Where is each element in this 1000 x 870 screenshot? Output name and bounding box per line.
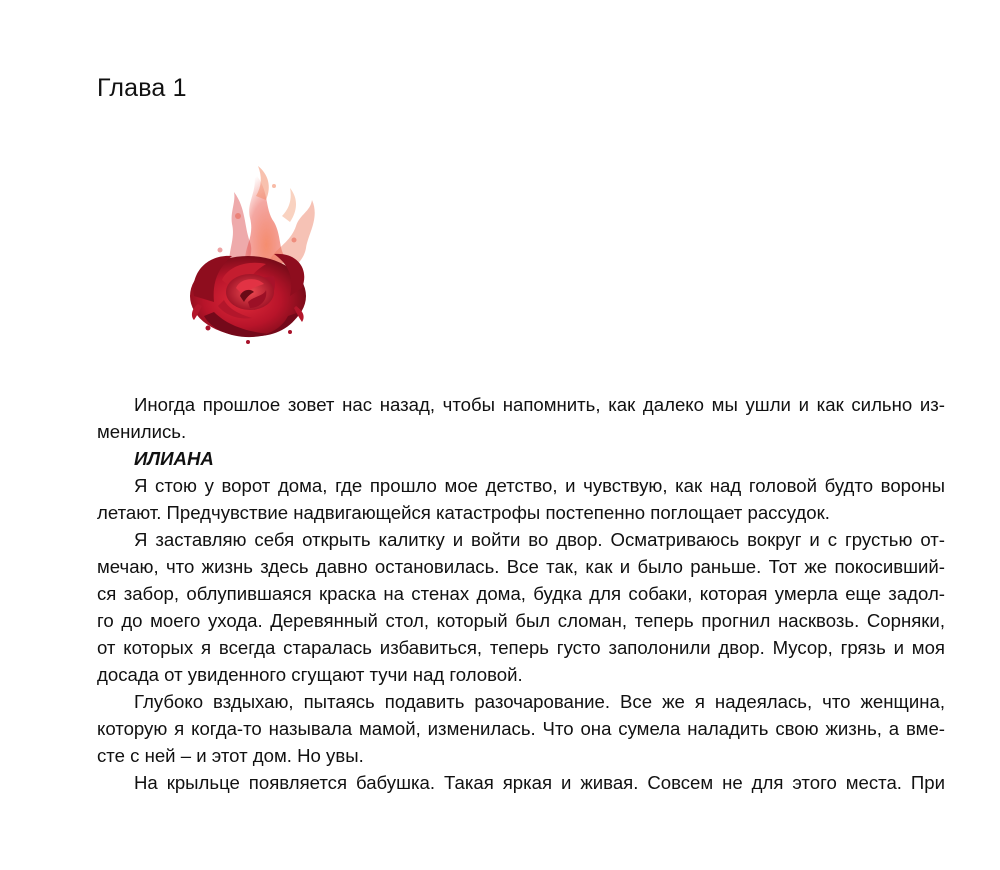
- red-rose-icon: [178, 156, 338, 346]
- paragraph-line: досада от увиденного сгущают тучи над головой.: [97, 664, 523, 685]
- paragraph-line: На крыльце появляется бабушка. Такая яркая и живая. Совсем не для этого места. При: [134, 772, 945, 793]
- paragraph-line: Я стою у ворот дома, где прошло мое детство, и чувствую, как над головой будто вороны: [134, 475, 945, 496]
- chapter-body: [97, 391, 945, 796]
- paragraph-line: го до моего ухода. Деревянный стол, который был сломан, теперь прогнил насквозь. Сорняки,: [97, 610, 945, 631]
- paragraph-line: менились.: [97, 421, 187, 442]
- paragraph-line: которую я когда-то называла мамой, изменилась. Что она сумела наладить свою жизнь, а вме-: [97, 718, 945, 739]
- paragraph-line: Иногда прошлое зовет нас назад, чтобы напомнить, как далеко мы ушли и как сильно из-: [134, 394, 945, 415]
- character-name-heading: ИЛИАНА: [134, 448, 214, 469]
- paragraph-line: сте с ней – и этот дом. Но увы.: [97, 745, 364, 766]
- paragraph-line: ся забор, облупившаяся краска на стенах дома, будка для собаки, которая умерла еще задол-: [97, 583, 945, 604]
- paragraph-line: летают. Предчувствие надвигающейся катастрофы постепенно поглощает рассудок.: [97, 502, 830, 523]
- rose-petals: [190, 254, 306, 344]
- chapter-title: Глава 1: [97, 74, 187, 102]
- paragraph-line: Я заставляю себя открыть калитку и войти во двор. Осматриваюсь вокруг и с грустью от-: [134, 529, 945, 550]
- paragraph-line: мечаю, что жизнь здесь давно остановилась. Все так, как и было раньше. Тот же покосивший-: [97, 556, 945, 577]
- paragraph-line: от которых я всегда старалась избавиться, теперь густо заполонили двор. Мусор, грязь и моя: [97, 637, 945, 658]
- paragraph-line: Глубоко вздыхаю, пытаясь подавить разочарование. Все же я надеялась, что женщина,: [134, 691, 945, 712]
